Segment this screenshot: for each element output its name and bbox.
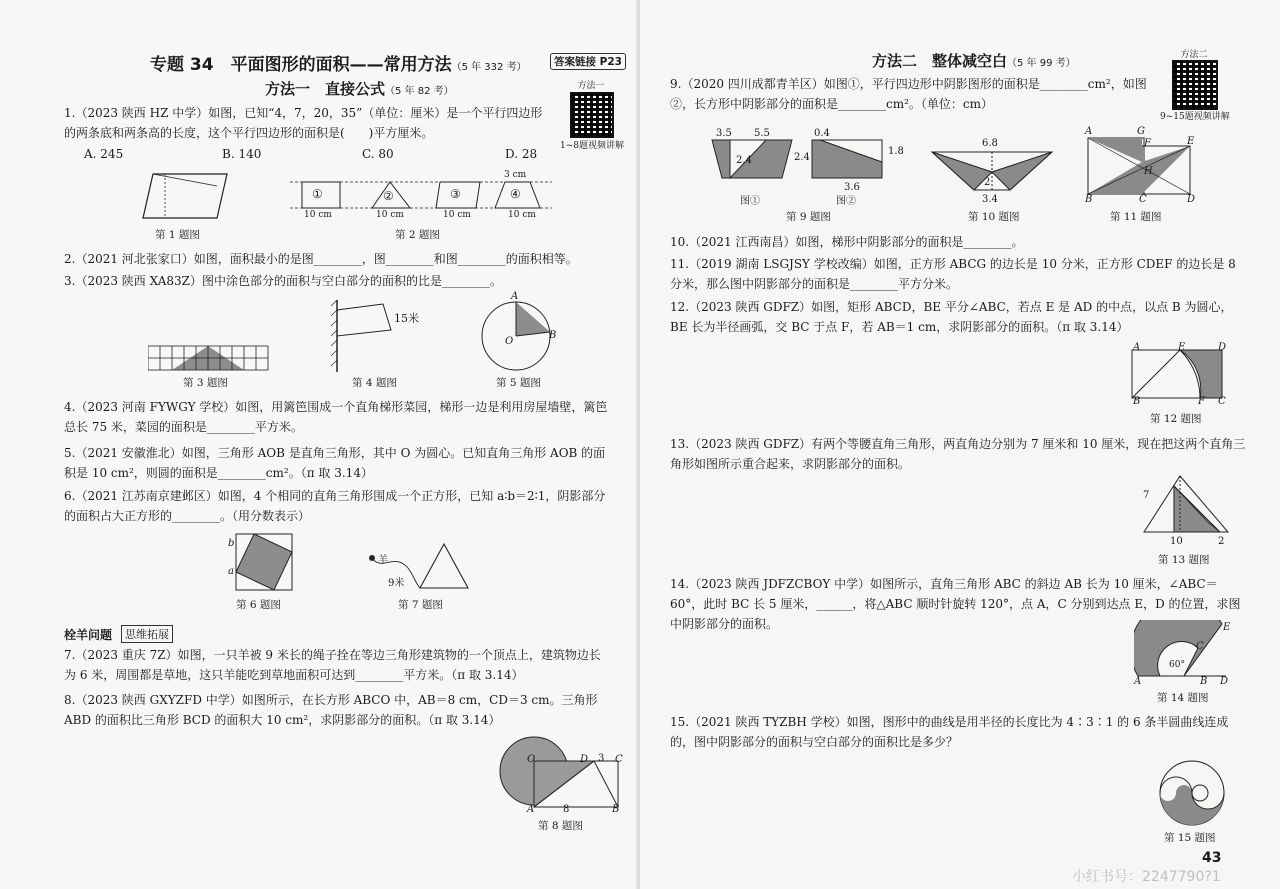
question-5: 5.（2021 安徽淮北）如图，三角形 AOB 是直角三角形，其中 O 为圆心。已知直角三角形 AOB 的面积是 10 cm²，则圆的面积是________cm²。（π 取 3.14） <box>64 446 606 480</box>
fig7-label-rope: 9米 <box>388 578 405 589</box>
answer-link-badge[interactable]: 答案链接 P23 <box>550 53 626 70</box>
fig8-label-o: O <box>527 754 536 765</box>
fig13-label-2: 2 <box>1218 536 1225 547</box>
figure-7-goat-triangle <box>362 538 480 594</box>
question-9: 9.（2020 四川成都青羊区）如图①，平行四边形中阴影图形的面积是________cm²，如图②，长方形中阴影部分的面积是________cm²。（单位：cm） <box>670 77 1147 111</box>
fig8-label-d: D <box>580 754 589 765</box>
qr2-bottom-label: 9~15题视频讲解 <box>1160 112 1230 122</box>
qr-code-icon[interactable] <box>1172 60 1218 110</box>
figure-9-parallelogram <box>706 136 802 182</box>
fig12-label-d: D <box>1218 342 1227 353</box>
fig13-caption: 第 13 题图 <box>1158 554 1210 566</box>
fig9-label-55: 5.5 <box>754 128 770 139</box>
fig10-label-34: 3.4 <box>982 194 998 205</box>
fig14-label-e: E <box>1223 622 1231 633</box>
question-12: 12.（2023 陕西 GDFZ）如图，矩形 ABCD，BE 平分∠ABC，若点 E 是 AD 的中点，以点 B 为圆心，BE 长为半径画弧，交 BC 于点 F，若 AB＝1 cm，求阴影部分的面积。（π 取 3.14） <box>670 300 1233 334</box>
fig9-label-24a: 2.4 <box>736 155 752 166</box>
fig2-caption: 第 2 题图 <box>395 229 440 241</box>
fig11-label-a: A <box>1085 126 1093 137</box>
fig9-label-04: 0.4 <box>814 128 830 139</box>
q1-option-a: A. 245 <box>84 147 124 161</box>
fig13-label-10: 10 <box>1170 536 1183 547</box>
fig12-label-f: F <box>1198 396 1205 407</box>
figure-14-rotated-triangle <box>1134 620 1231 680</box>
fig11-label-c: C <box>1139 194 1147 205</box>
fig2-dim-2: 10 cm <box>376 210 404 220</box>
fig2-dim-1: 10 cm <box>304 210 332 220</box>
fig5-label-a: A <box>511 291 519 302</box>
method1-title: 方法一 直接公式（5 年 82 考） <box>265 80 454 98</box>
fig2-label-2: ② <box>383 189 394 203</box>
fig8-label-3: 3 <box>598 753 605 764</box>
fig12-label-c: C <box>1218 396 1226 407</box>
fig4-label: 15米 <box>394 312 419 325</box>
fig10-label-68: 6.8 <box>982 138 998 149</box>
page-number: 43 <box>1202 850 1222 866</box>
q1-option-c: C. 80 <box>362 147 394 161</box>
question-8: 8.（2023 陕西 GXYZFD 中学）如图所示，在长方形 ABCO 中，AB＝8 cm，CD＝3 cm。三角形 ABD 的面积比三角形 BCD 的面积大 10 cm²，求阴影部分的面积。（π 取 3.14） <box>64 693 598 727</box>
figure-11-squares <box>1086 136 1198 196</box>
fig8-label-a: A <box>527 804 535 815</box>
fig2-label-3: ③ <box>450 187 461 201</box>
qr2-top-label: 方法二 <box>1180 50 1208 60</box>
fig8-label-8: 8 <box>563 804 570 815</box>
fig13-label-7: 7 <box>1143 490 1150 501</box>
figure-10-trapezoid <box>930 146 1054 194</box>
fig9-label-35: 3.5 <box>716 128 732 139</box>
figure-13-triangles <box>1136 470 1232 540</box>
fig7-label-goat: 羊 <box>378 555 388 566</box>
fig5-caption: 第 5 题图 <box>496 377 541 389</box>
question-13: 13.（2023 陕西 GDFZ）有两个等腰直角三角形，两直角边分别为 7 厘米和 10 厘米，现在把这两个直角三角形如图所示重合起来，求阴影部分的面积。 <box>670 437 1246 471</box>
fig2-dim-3: 10 cm <box>443 210 471 220</box>
figure-6-square <box>228 532 296 592</box>
fig4-caption: 第 4 题图 <box>352 377 397 389</box>
fig11-label-e: E <box>1187 136 1195 147</box>
question-7: 7.（2023 重庆 7Z）如图，一只羊被 9 米长的绳子拴在等边三角形建筑物的一个顶点上，建筑物边长为 6 米，周围都是草地，这只羊能吃到草地面积可达到________平方米。（π 取 3.14） <box>64 648 601 682</box>
fig14-label-a: A <box>1134 676 1142 687</box>
fig7-caption: 第 7 题图 <box>398 599 443 611</box>
question-3: 3.（2023 陕西 XA83Z）图中涂色部分的面积与空白部分的面积的比是________。 <box>64 274 503 288</box>
fig14-label-d: D <box>1220 676 1229 687</box>
fig6-label-b: b <box>228 538 235 549</box>
fig11-label-d: D <box>1187 194 1196 205</box>
fig9-label-fig1: 图① <box>740 196 760 207</box>
fig14-label-angle: 60° <box>1169 660 1185 670</box>
question-2: 2.（2021 河北张家口）如图，面积最小的是图________，图________和图________的面积相等。 <box>64 252 578 266</box>
watermark: 小红书号：2247790?1 <box>1072 869 1221 885</box>
figure-5-circle <box>480 296 560 372</box>
question-10: 10.（2021 江西南昌）如图，梯形中阴影部分的面积是________。 <box>670 235 1024 249</box>
figure-9-rectangle <box>808 136 888 182</box>
fig1-caption: 第 1 题图 <box>155 229 200 241</box>
right-page <box>640 0 1280 889</box>
fig12-label-e: E <box>1178 342 1186 353</box>
fig11-label-b: B <box>1085 194 1093 205</box>
q1-option-b: B. 140 <box>222 147 262 161</box>
fig14-caption: 第 14 题图 <box>1157 692 1209 704</box>
fig2-label-1: ① <box>312 187 323 201</box>
question-4: 4.（2023 河南 FYWGY 学校）如图，用篱笆围成一个直角梯形菜园，梯形一边是利用房屋墙壁，篱笆总长 75 米，菜园的面积是________平方米。 <box>64 400 608 434</box>
fig12-label-a: A <box>1133 342 1141 353</box>
fig9-label-18: 1.8 <box>888 146 904 157</box>
fig6-label-a: a <box>228 566 234 577</box>
fig5-label-b: B <box>549 330 557 341</box>
fig10-label-2: 2 <box>984 177 991 188</box>
figure-8-rectangle-circle <box>498 733 628 813</box>
fig9-label-24b: 2.4 <box>794 152 810 163</box>
fig3-caption: 第 3 题图 <box>183 377 228 389</box>
fig15-caption: 第 15 题图 <box>1164 832 1216 844</box>
figure-12-rectangle-arc <box>1130 346 1226 402</box>
question-14: 14.（2023 陕西 JDFZCBOY 中学）如图所示，直角三角形 ABC 的斜边 AB 长为 10 厘米，∠ABC＝60°，此时 BC 长 5 厘米，______，将△ABC 顺时针旋转 120°，点 A，C 分别到达点 E，D 的位置，求图中阴影部分的面积。 <box>670 577 1241 631</box>
fig11-label-h: H <box>1144 166 1153 177</box>
fig9-caption: 第 9 题图 <box>786 211 831 223</box>
fig11-caption: 第 11 题图 <box>1110 211 1162 223</box>
fig14-label-b: B <box>1200 676 1208 687</box>
qr1-bottom-label: 1~8题视频讲解 <box>560 141 624 151</box>
question-1: 1.（2023 陕西 HZ 中学）如图，已知“4，7，20，35”（单位：厘米）是一个平行四边形的两条底和两条高的长度，这个平行四边形的面积是( )平方厘米。 <box>64 106 543 140</box>
fig6-caption: 第 6 题图 <box>236 599 281 611</box>
topic-title: 专题 34 平面图形的面积——常用方法（5 年 332 考） <box>150 55 527 75</box>
method2-title: 方法二 整体减空白（5 年 99 考） <box>872 52 1076 70</box>
question-11: 11.（2019 湖南 LSGJSY 学校改编）如图，正方形 ABCG 的边长是 10 分米，正方形 CDEF 的边长是 8 分米，那么图中阴影部分的面积是________平方分米。 <box>670 257 1236 291</box>
fig11-label-g: G <box>1137 126 1145 137</box>
fig8-label-c: C <box>615 754 623 765</box>
figure-4-trapezoid-garden <box>325 296 425 374</box>
fig14-label-c: C <box>1196 641 1204 652</box>
question-6: 6.（2021 江苏南京建邺区）如图，4 个相同的直角三角形围成一个正方形，已知 a∶b＝2∶1，阴影部分的面积占大正方形的________。（用分数表示） <box>64 489 606 523</box>
q1-option-d: D. 28 <box>505 147 538 161</box>
fig12-label-b: B <box>1133 396 1141 407</box>
fig10-caption: 第 10 题图 <box>968 211 1020 223</box>
fig5-label-o: O <box>505 336 514 347</box>
qr1-top-label: 方法一 <box>577 81 605 91</box>
fig8-label-b: B <box>612 804 620 815</box>
fig2-dim-top: 3 cm <box>504 170 527 180</box>
figure-15-yin-yang <box>1156 758 1228 828</box>
fig2-label-4: ④ <box>510 187 521 201</box>
fig8-caption: 第 8 题图 <box>538 820 583 832</box>
qr-code-icon[interactable] <box>570 92 614 138</box>
fig9-label-36: 3.6 <box>844 182 860 193</box>
question-15: 15.（2021 陕西 TYZBH 学校）如图，图形中的曲线是用半径的长度比为 4∶3∶1 的 6 条半圆曲线连成的，图中阴影部分的面积与空白部分的面积比是多少？ <box>670 715 1229 749</box>
fig11-label-f: F <box>1144 138 1151 149</box>
fig12-caption: 第 12 题图 <box>1150 413 1202 425</box>
section-tag: 思维拓展 <box>121 625 173 643</box>
section-label: 栓羊问题 <box>64 628 113 642</box>
fig2-dim-4: 10 cm <box>508 210 536 220</box>
fig9-label-fig2: 图② <box>836 196 856 207</box>
figure-3-grid <box>148 338 270 372</box>
figure-1-parallelogram <box>135 168 235 226</box>
